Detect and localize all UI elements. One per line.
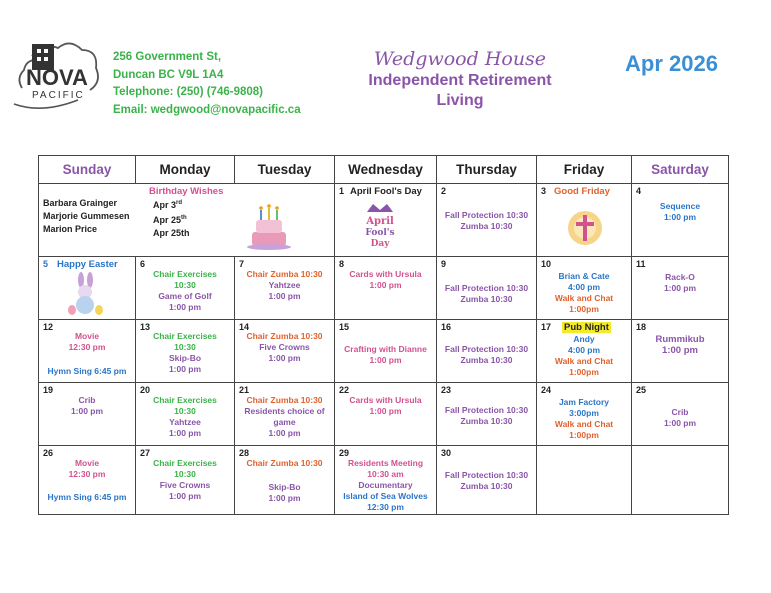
address-line-2: Duncan BC V9L 1A4 — [113, 68, 224, 81]
event-list — [437, 344, 536, 366]
birthday-dates — [153, 197, 190, 240]
day-number: 17 — [541, 322, 552, 332]
event: Sequence — [659, 201, 701, 211]
weekday-saturday: Saturday — [632, 156, 729, 184]
event-list — [632, 334, 728, 356]
day-cell-4[interactable] — [632, 184, 729, 257]
event: Fall Protection 10:30 — [444, 344, 529, 354]
event: Five Crowns — [259, 342, 310, 352]
event: Documentary — [358, 480, 413, 490]
day-number: 1 — [339, 186, 345, 196]
day-cell-25[interactable] — [632, 383, 729, 446]
day-number: 4 — [636, 186, 642, 196]
event-list — [235, 482, 334, 504]
birthday-name: Marjorie Gummesen — [43, 211, 130, 221]
event-list — [235, 331, 334, 364]
event: 12:30 pm — [68, 342, 106, 352]
birthday-cake-icon — [244, 202, 294, 252]
day-cell-29[interactable] — [335, 446, 437, 515]
event: Five Crowns — [159, 480, 211, 490]
phone-number: Telephone: (250) (746-9808) — [113, 86, 263, 98]
event-list — [335, 458, 436, 513]
event: 1:00pm — [569, 367, 599, 377]
event: 1:00 pm — [70, 406, 104, 416]
event: 10:30 — [174, 342, 196, 352]
day-number: 19 — [43, 385, 54, 395]
event: 1:00 pm — [168, 364, 202, 374]
event-list — [537, 271, 631, 315]
event-list — [39, 458, 135, 480]
event: Game of Golf — [158, 291, 212, 301]
event: Yahtzee — [268, 280, 301, 290]
calendar-grid — [38, 155, 729, 515]
day-cell-20[interactable] — [136, 383, 235, 446]
facility-title — [345, 47, 575, 111]
day-cell-8[interactable] — [335, 257, 437, 320]
event: 12:30 pm — [367, 502, 404, 512]
day-cell-28[interactable] — [235, 446, 335, 515]
empty-day-cell — [632, 446, 729, 515]
art-text-fools: Fool's — [365, 228, 395, 238]
day-number: 18 — [636, 322, 647, 332]
day-number: 8 — [339, 259, 345, 269]
weekday-sunday: Sunday — [39, 156, 136, 184]
event: Hymn Sing 6:45 pm — [47, 492, 127, 502]
day-number: 29 — [339, 448, 350, 458]
event: 1:00 pm — [663, 418, 697, 428]
day-cell-17[interactable] — [537, 320, 632, 383]
event-list — [437, 470, 536, 492]
event: Residents choice of — [244, 406, 325, 416]
event: game — [273, 417, 296, 427]
event: 1:00 pm — [369, 355, 402, 365]
event: 1:00 pm — [663, 212, 697, 222]
event: Chair Zumba 10:30 — [246, 269, 323, 279]
event: 1:00 pm — [369, 406, 402, 416]
day-cell-22[interactable] — [335, 383, 437, 446]
weekday-monday: Monday — [136, 156, 235, 184]
event: Cards with Ursula — [349, 269, 422, 279]
day-cell-14[interactable] — [235, 320, 335, 383]
event-list — [39, 366, 135, 377]
event: Chair Zumba 10:30 — [246, 458, 323, 468]
day-cell-21[interactable] — [235, 383, 335, 446]
event: 1:00 pm — [268, 353, 301, 363]
day-cell-9[interactable] — [437, 257, 537, 320]
event: 1:00 pm — [168, 491, 202, 501]
event: Skip-Bo — [168, 353, 202, 363]
day-number: 21 — [239, 385, 250, 395]
event-list — [136, 269, 234, 313]
event: 10:30 — [174, 469, 196, 479]
event: 4:00 pm — [567, 282, 601, 292]
event: Residents Meeting — [347, 458, 424, 468]
day-cell-3[interactable] — [537, 184, 632, 257]
event: 1:00 pm — [663, 283, 697, 293]
day-number: 9 — [441, 259, 447, 269]
day-number: 2 — [441, 186, 447, 196]
event: Chair Exercises — [153, 458, 217, 468]
org-contact — [113, 49, 301, 119]
event: Island of Sea Wolves — [343, 491, 428, 501]
day-cell-30[interactable] — [437, 446, 537, 515]
birthday-heading: Birthday Wishes — [149, 186, 224, 197]
week-row — [39, 320, 729, 383]
holiday-label: Good Friday — [554, 186, 610, 197]
event: Walk and Chat — [554, 356, 614, 366]
event: Movie — [74, 458, 100, 468]
week-row — [39, 184, 729, 257]
event-list — [39, 492, 135, 503]
birthday-name: Barbara Grainger — [43, 198, 118, 208]
event: Chair Exercises — [153, 331, 217, 341]
easter-bunny-icon — [65, 272, 107, 316]
day-cell-11[interactable] — [632, 257, 729, 320]
title-line-2: Independent Retirement — [368, 72, 552, 89]
event-list — [39, 395, 135, 417]
day-number: 10 — [541, 259, 552, 269]
day-cell-7[interactable] — [235, 257, 335, 320]
event: Walk and Chat — [554, 293, 614, 303]
event-list — [335, 269, 436, 291]
day-cell-15[interactable] — [335, 320, 437, 383]
event: Fall Protection 10:30 — [444, 405, 529, 415]
day-number: 13 — [140, 322, 151, 332]
event-list — [537, 397, 631, 441]
day-cell-18[interactable] — [632, 320, 729, 383]
event-list — [632, 407, 728, 429]
event-list — [437, 210, 536, 232]
weekday-thursday: Thursday — [437, 156, 537, 184]
event: Brian & Cate — [558, 271, 610, 281]
event: Zumba 10:30 — [460, 416, 513, 426]
day-number: 3 — [541, 186, 547, 196]
day-number: 11 — [636, 259, 646, 269]
event: Fall Protection 10:30 — [444, 283, 529, 293]
event-list — [632, 201, 728, 223]
day-cell-2[interactable] — [437, 184, 537, 257]
event-list — [136, 331, 234, 375]
event: 12:30 pm — [68, 469, 106, 479]
title-line-1: Wedgwood House — [373, 48, 547, 70]
event: Chair Exercises — [153, 269, 217, 279]
day-cell-23[interactable] — [437, 383, 537, 446]
event: 10:30 — [174, 280, 196, 290]
event: Jam Factory — [558, 397, 610, 407]
event: Andy — [573, 334, 595, 344]
event-list — [335, 344, 436, 366]
event: 10:30 am — [367, 469, 404, 479]
day-cell-10[interactable] — [537, 257, 632, 320]
event: Chair Exercises — [153, 395, 217, 405]
day-number: 14 — [239, 322, 250, 332]
birthday-date: Apr 25th — [153, 228, 190, 238]
day-number: 22 — [339, 385, 350, 395]
event: 1:00 pm — [268, 291, 301, 301]
art-text-day: Day — [370, 239, 390, 249]
event: 1:00 pm — [268, 493, 301, 503]
event: 1:00 pm — [662, 345, 698, 356]
nova-pacific-logo — [12, 38, 104, 113]
day-number: 27 — [140, 448, 151, 458]
pub-night-badge: Pub Night — [564, 322, 609, 333]
event: Crafting with Dianne — [344, 344, 427, 354]
day-number: 6 — [140, 259, 146, 269]
day-cell-19[interactable] — [39, 383, 136, 446]
event: 1:00pm — [569, 304, 599, 314]
empty-day-cell — [537, 446, 632, 515]
day-cell-27[interactable] — [136, 446, 235, 515]
event: Walk and Chat — [554, 419, 614, 429]
day-cell-6[interactable] — [136, 257, 235, 320]
event: Crib — [671, 407, 689, 417]
good-friday-icon — [565, 208, 605, 248]
weekday-wednesday: Wednesday — [335, 156, 437, 184]
event: Chair Zumba 10:30 — [246, 395, 323, 405]
day-number: 7 — [239, 259, 245, 269]
week-row — [39, 446, 729, 515]
event: Fall Protection 10:30 — [444, 210, 529, 220]
event-list — [235, 269, 334, 302]
event: 10:30 — [174, 406, 196, 416]
day-number: 30 — [441, 448, 452, 458]
birthday-cell — [39, 184, 335, 257]
day-number: 15 — [339, 322, 350, 332]
event: 1:00 pm — [369, 280, 402, 290]
event-list — [136, 395, 234, 439]
event: Rummikub — [655, 334, 705, 345]
birthday-name: Marion Price — [43, 224, 98, 234]
event-list — [39, 331, 135, 353]
birthday-names — [43, 197, 130, 236]
event: Rack-O — [665, 272, 695, 282]
day-number: 25 — [636, 385, 647, 395]
address-line-1: 256 Government St, — [113, 51, 222, 63]
day-cell-5[interactable] — [39, 257, 136, 320]
day-number: 24 — [541, 385, 552, 395]
event: Zumba 10:30 — [460, 355, 513, 365]
event-list — [437, 283, 536, 305]
event-list — [335, 395, 436, 417]
week-row — [39, 257, 729, 320]
event: 1:00pm — [569, 430, 599, 440]
event: Skip-Bo — [268, 482, 301, 492]
event: Hymn Sing 6:45 pm — [47, 366, 127, 376]
logo-subtitle: PACIFIC — [32, 90, 85, 101]
event-list — [537, 334, 631, 378]
day-number: 16 — [441, 322, 452, 332]
event: Crib — [78, 395, 96, 405]
day-cell-16[interactable] — [437, 320, 537, 383]
holiday-label: April Fool's Day — [350, 186, 422, 197]
event-list — [632, 272, 728, 294]
event: Cards with Ursula — [349, 395, 422, 405]
event: 1:00 pm — [168, 428, 202, 438]
day-number: 12 — [43, 322, 54, 332]
event-list — [235, 395, 334, 439]
event: Zumba 10:30 — [460, 294, 513, 304]
title-line-3: Living — [436, 92, 484, 109]
day-number: 26 — [43, 448, 54, 458]
event: Yahtzee — [169, 417, 201, 427]
event: Zumba 10:30 — [460, 221, 513, 231]
event-list — [437, 405, 536, 427]
holiday-label: Happy Easter — [57, 259, 118, 270]
april-fools-icon — [363, 202, 397, 250]
birthday-date: Apr 25th — [153, 215, 187, 225]
day-number: 23 — [441, 385, 452, 395]
day-cell-26[interactable] — [39, 446, 136, 515]
email-address[interactable]: Email: wedgwood@novapacific.ca — [113, 103, 301, 116]
day-number: 28 — [239, 448, 250, 458]
day-cell-12[interactable] — [39, 320, 136, 383]
weekday-tuesday: Tuesday — [235, 156, 335, 184]
event: Movie — [74, 331, 100, 341]
logo-wordmark: NOVA — [26, 65, 88, 90]
event: Chair Zumba 10:30 — [246, 331, 323, 341]
weekday-friday: Friday — [537, 156, 632, 184]
event-list — [235, 458, 334, 469]
event-list — [136, 458, 234, 502]
event: Zumba 10:30 — [460, 481, 513, 491]
month-year-label: Apr 2026 — [625, 51, 718, 76]
art-text-april: April — [366, 216, 394, 227]
event: Fall Protection 10:30 — [444, 470, 529, 480]
event: 1:00 pm — [268, 428, 301, 438]
event: 1:00 pm — [168, 302, 202, 312]
day-cell-13[interactable] — [136, 320, 235, 383]
birthday-date: Apr 3rd — [153, 200, 183, 210]
day-cell-1[interactable] — [335, 184, 437, 257]
day-cell-24[interactable] — [537, 383, 632, 446]
event: 4:00 pm — [567, 345, 601, 355]
day-number: 5 — [43, 259, 49, 269]
weekday-header-row — [39, 156, 729, 184]
week-row — [39, 383, 729, 446]
day-number: 20 — [140, 385, 151, 395]
event: 3:00pm — [569, 408, 599, 418]
